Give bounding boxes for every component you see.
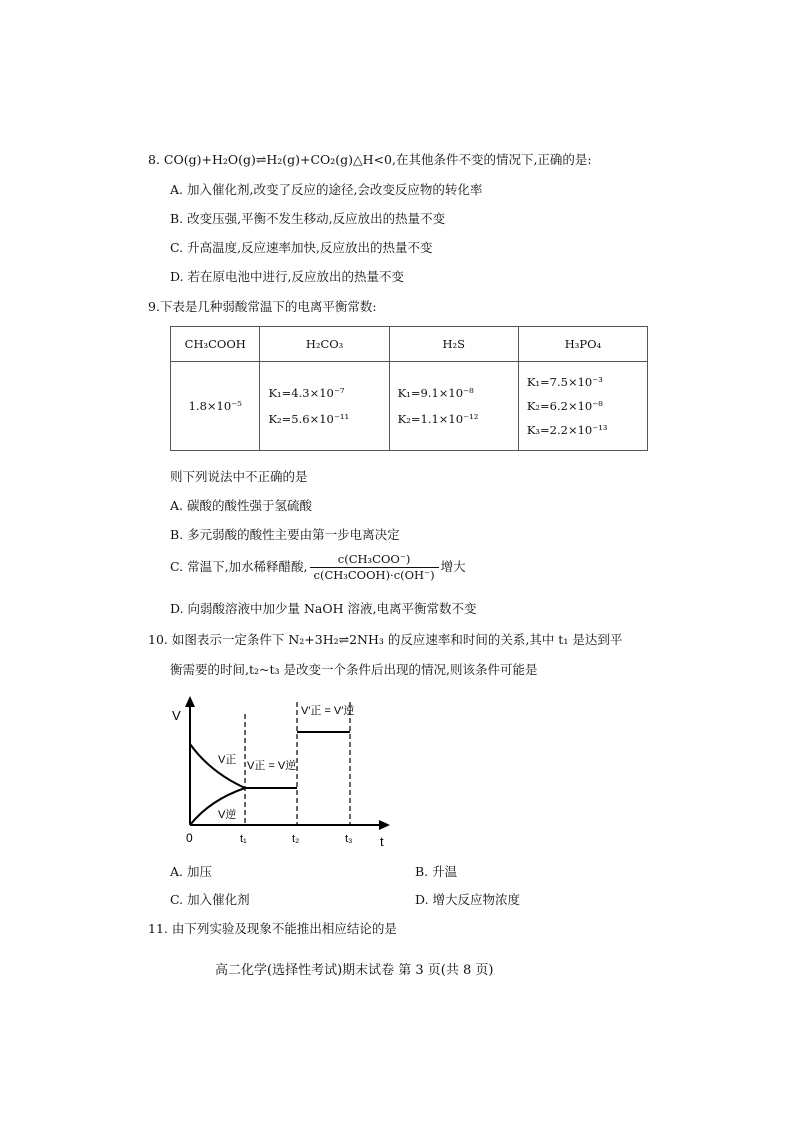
h2s-k1: K₁=9.1×10⁻⁸ [397, 386, 474, 400]
h2co3-k2: K₂=5.6×10⁻¹¹ [268, 412, 350, 426]
page-footer: 高二化学(选择性考试)期末试卷 第 3 页(共 8 页) [215, 963, 494, 978]
q8-stem: 8. CO(g)+H₂O(g)⇌H₂(g)+CO₂(g)△H<0,在其他条件不变的情况下,正确的是: [148, 152, 592, 167]
header-h3po4: H₃PO₄ [518, 327, 647, 362]
q9-option-c-suffix: 增大 [440, 559, 466, 574]
q9-option-d: D. 向弱酸溶液中加少量 NaOH 溶液,电离平衡常数不变 [170, 601, 477, 616]
q10-stem-line2: 衡需要的时间,t₂~t₃ 是改变一个条件后出现的情况,则该条件可能是 [170, 662, 538, 677]
q9-option-a: A. 碳酸的酸性强于氢硫酸 [170, 498, 312, 513]
q9-stem: 9.下表是几种弱酸常温下的电离平衡常数: [148, 299, 377, 314]
q8-option-c: C. 升高温度,反应速率加快,反应放出的热量不变 [170, 240, 433, 255]
equilibrium-label: V正 = V逆 [247, 760, 297, 772]
q8-option-a: A. 加入催化剂,改变了反应的途径,会改变反应物的转化率 [170, 182, 483, 197]
q8-option-b: B. 改变压强,平衡不发生移动,反应放出的热量不变 [170, 211, 446, 226]
new-equilibrium-label: V′正 = V′逆 [301, 705, 355, 717]
q9-question: 则下列说法中不正确的是 [170, 469, 308, 484]
h2s-k2: K₂=1.1×10⁻¹² [397, 412, 479, 426]
header-h2co3: H₂CO₃ [260, 327, 389, 362]
values-h2co3 [260, 362, 389, 451]
h2co3-k1: K₁=4.3×10⁻⁷ [268, 386, 345, 400]
t2-label: t₂ [292, 833, 300, 845]
q10-option-a: A. 加压 [170, 864, 212, 879]
q10-stem-line1: 10. 如图表示一定条件下 N₂+3H₂⇌2NH₃ 的反应速率和时间的关系,其中 t₁ 是达到平 [148, 632, 623, 647]
values-h2s [389, 362, 518, 451]
v-forward-label: V正 [218, 754, 237, 766]
origin-label: 0 [186, 831, 193, 845]
q10-option-c: C. 加入催化剂 [170, 892, 250, 907]
h3po4-k1: K₁=7.5×10⁻³ [526, 375, 603, 389]
header-h2s: H₂S [389, 327, 518, 362]
q11-stem: 11. 由下列实验及现象不能推出相应结论的是 [148, 921, 397, 936]
t3-label: t₃ [345, 833, 353, 845]
q10-option-d: D. 增大反应物浓度 [415, 892, 521, 907]
t1-label: t₁ [240, 833, 247, 845]
y-axis-label: V [172, 708, 181, 723]
rate-time-graph [170, 692, 400, 852]
values-h3po4 [518, 362, 647, 451]
q8-option-d: D. 若在原电池中进行,反应放出的热量不变 [170, 269, 404, 284]
q9-option-b: B. 多元弱酸的酸性主要由第一步电离决定 [170, 527, 400, 542]
q10-option-b: B. 升温 [415, 864, 458, 879]
ratio-fraction [310, 552, 439, 583]
h3po4-k2: K₂=6.2×10⁻⁸ [526, 399, 603, 413]
x-axis-arrow [379, 820, 390, 830]
fraction-numerator: c(CH₃COO⁻) [310, 552, 439, 568]
header-ch3cooh: CH₃COOH [171, 327, 260, 362]
y-axis-arrow [185, 696, 195, 707]
q9-option-c [170, 552, 466, 583]
v-forward-curve [190, 744, 245, 788]
q9-option-c-prefix: C. 常温下,加水稀释醋酸, [170, 559, 308, 574]
v-reverse-label: V逆 [218, 809, 237, 821]
h3po4-k3: K₃=2.2×10⁻¹³ [526, 423, 608, 437]
x-axis-label: t [380, 834, 384, 849]
fraction-denominator: c(CH₃COOH)·c(OH⁻) [313, 568, 435, 582]
value-ch3cooh: 1.8×10⁻⁵ [171, 362, 260, 451]
ionization-constant-table [170, 326, 648, 451]
